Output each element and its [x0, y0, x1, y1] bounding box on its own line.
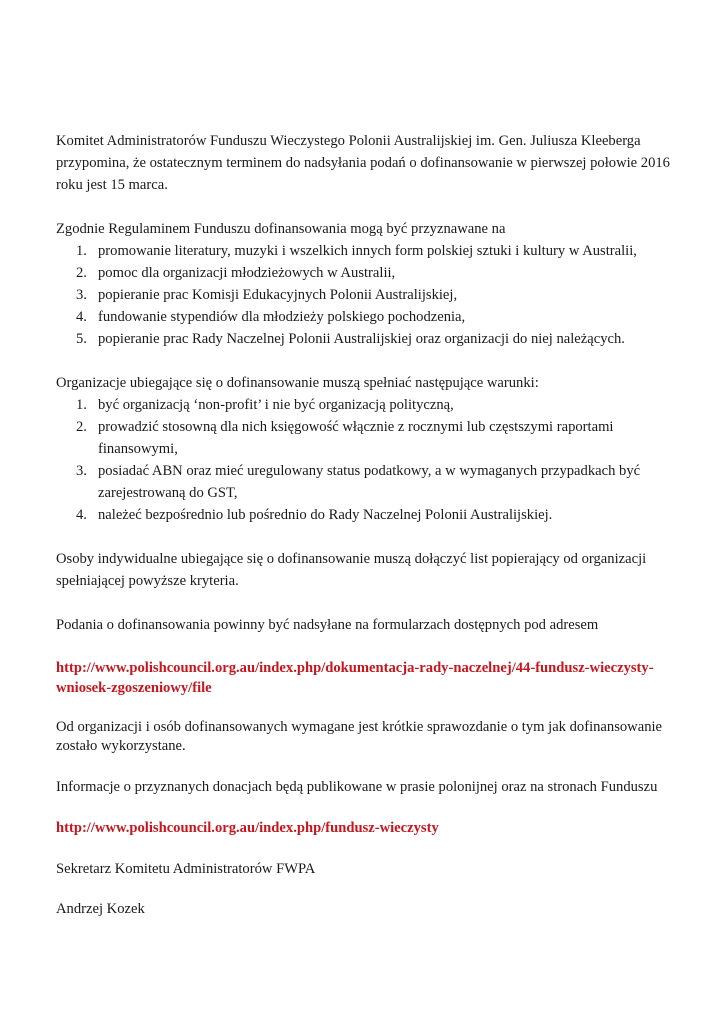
list-item — [56, 460, 676, 504]
list-number: 3. — [76, 463, 87, 479]
warunki-list — [56, 394, 676, 526]
list-item-text: popieranie prac Rady Naczelnej Polonii Australijskiej oraz organizacji do niej należących. — [98, 331, 625, 347]
list-number: 2. — [76, 265, 87, 281]
list-item — [56, 284, 676, 306]
list-item-text: prowadzić stosowną dla nich księgowość włącznie z rocznymi lub częstszymi raportami finansowymi, — [98, 419, 614, 457]
list-item-text: fundowanie stypendiów dla młodzieży polskiego pochodzenia, — [98, 309, 466, 325]
list-number: 1. — [76, 243, 87, 259]
list-number: 2. — [76, 419, 87, 435]
list-item-text: być organizacją ‘non-profit’ i nie być organizacją polityczną, — [98, 397, 454, 413]
list-number: 4. — [76, 309, 87, 325]
sprawozdanie-paragraph: Od organizacji i osób dofinansowanych wymagane jest krótkie sprawozdanie o tym jak dofinansowanie zostało wykorzystane. — [56, 719, 663, 754]
osoby-paragraph: Osoby indywidualne ubiegające się o dofinansowanie muszą dołączyć list popierający od organizacji spełniającej powyższe kryteria. — [56, 551, 647, 589]
signature-title: Sekretarz Komitetu Administratorów FWPA — [56, 861, 316, 877]
list-item — [56, 240, 676, 262]
warunki-lead: Organizacje ubiegające się o dofinansowanie muszą spełniać następujące warunki: — [56, 375, 539, 391]
list-number: 1. — [76, 397, 87, 413]
fundusz-link[interactable]: http://www.polishcouncil.org.au/index.php/fundusz-wieczysty — [56, 820, 439, 836]
regulamin-lead: Zgodnie Regulaminem Funduszu dofinansowania mogą być przyznawane na — [56, 221, 506, 237]
signature-name: Andrzej Kozek — [56, 901, 145, 917]
list-number: 4. — [76, 507, 87, 523]
list-item — [56, 504, 676, 526]
informacje-paragraph: Informacje o przyznanych donacjach będą publikowane w prasie polonijnej oraz na stronach Funduszu — [56, 779, 658, 795]
list-item-text: posiadać ABN oraz mieć uregulowany status podatkowy, a w wymaganych przypadkach być zarejestrowaną do GST, — [98, 463, 641, 501]
podania-paragraph: Podania o dofinansowania powinny być nadsyłane na formularzach dostępnych pod adresem — [56, 617, 599, 633]
list-item-text: promowanie literatury, muzyki i wszelkich innych form polskiej sztuki i kultury w Australii, — [98, 243, 637, 259]
list-item — [56, 328, 676, 350]
document-body — [56, 130, 676, 920]
form-link[interactable]: http://www.polishcouncil.org.au/index.php/dokumentacja-rady-naczelnej/44-fundusz-wieczysty-wniosek-zgoszeniowy/file — [56, 660, 654, 696]
list-item — [56, 306, 676, 328]
regulamin-list — [56, 240, 676, 350]
list-item-text: pomoc dla organizacji młodzieżowych w Australii, — [98, 265, 396, 281]
list-item-text: popieranie prac Komisji Edukacyjnych Polonii Australijskiej, — [98, 287, 458, 303]
list-item — [56, 394, 676, 416]
list-item — [56, 262, 676, 284]
list-item-text: należeć bezpośrednio lub pośrednio do Rady Naczelnej Polonii Australijskiej. — [98, 507, 553, 523]
intro-paragraph: Komitet Administratorów Funduszu Wieczystego Polonii Australijskiej im. Gen. Juliusza Kleeberga przypomina, że ostatecznym terminem do nadsyłania podań o dofinansowanie w pierwszej połowie 2016 roku jest 15 marca. — [56, 133, 670, 193]
list-number: 5. — [76, 331, 87, 347]
list-item — [56, 416, 676, 460]
list-number: 3. — [76, 287, 87, 303]
